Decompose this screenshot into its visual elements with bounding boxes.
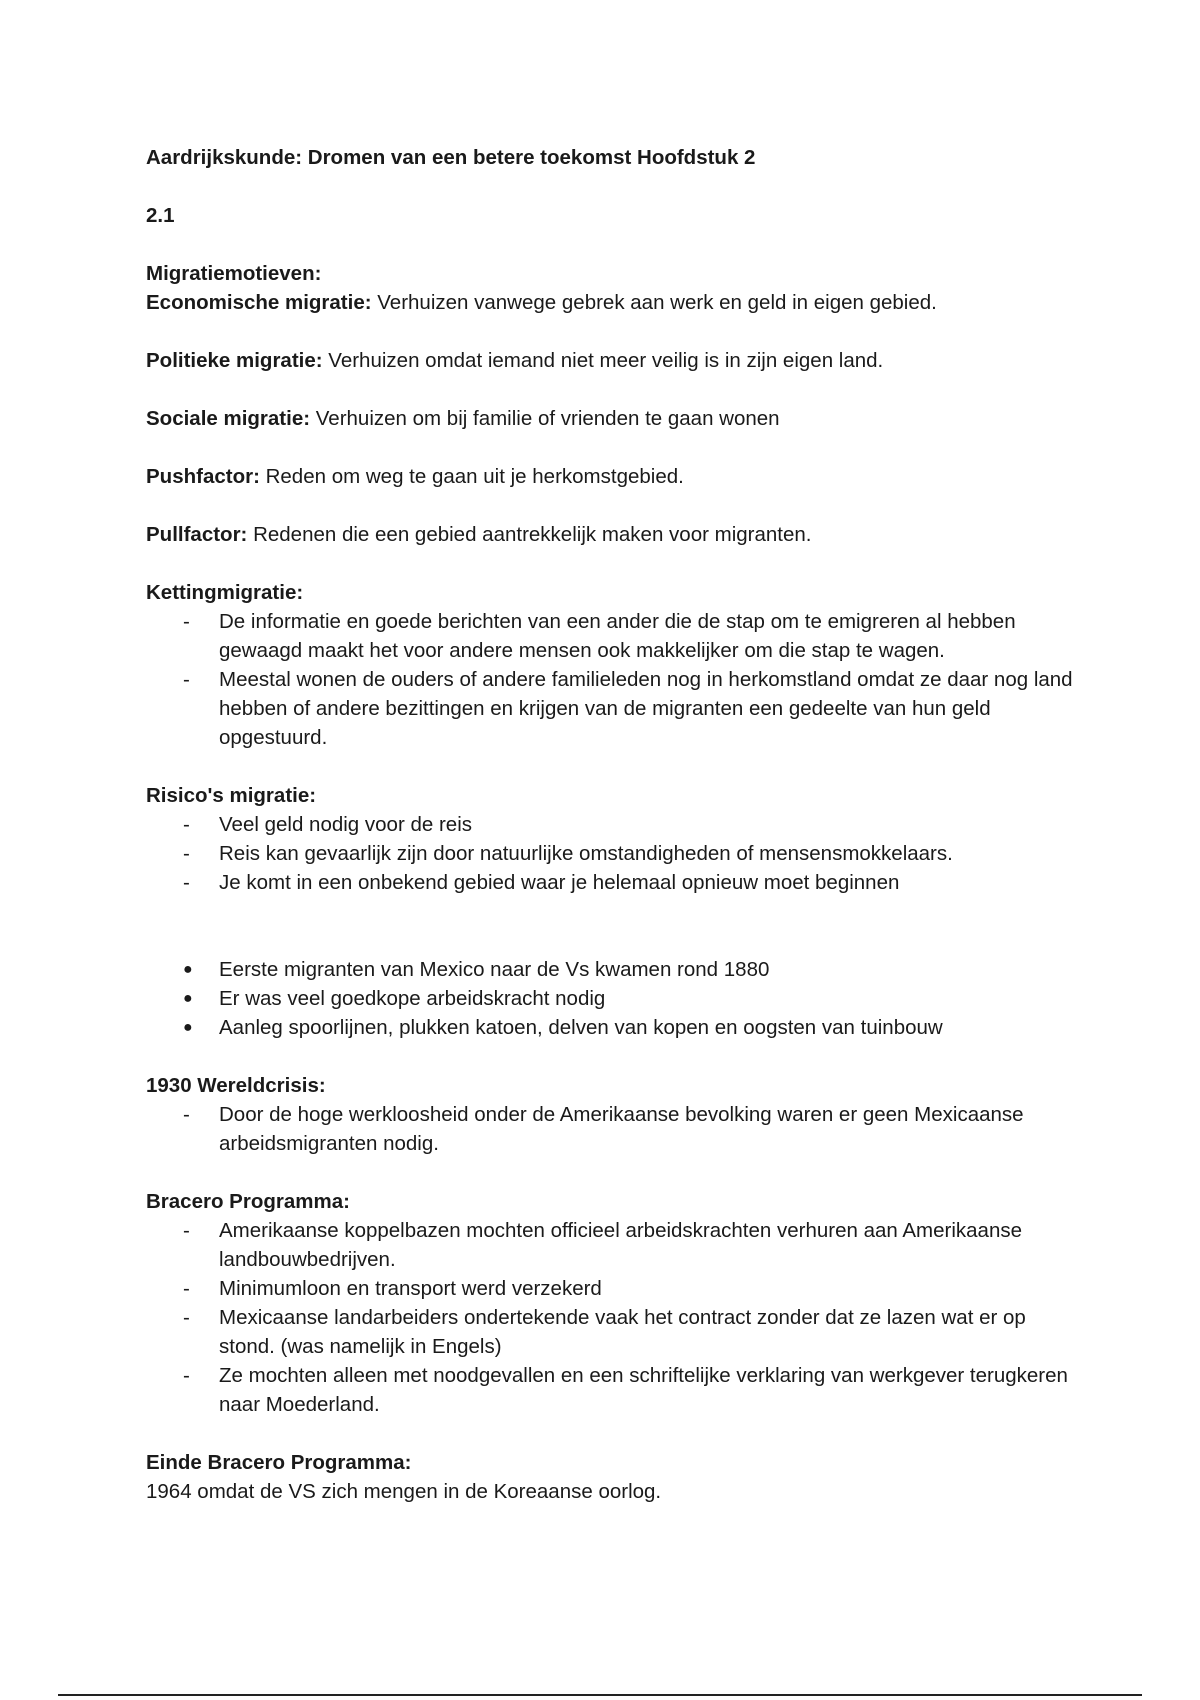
list-item-text: Veel geld nodig voor de reis [219,813,473,836]
list-item [146,1100,1076,1158]
world-crisis-list [146,1100,1076,1158]
social-migration-definition [146,404,1076,433]
dash-marker: - [183,1103,190,1126]
bullet-marker: ● [183,990,193,1007]
list-item [146,1303,1076,1361]
dash-marker: - [183,842,190,865]
list-item [146,810,1076,839]
list-item [146,1361,1076,1419]
list-item-text: Meestal wonen de ouders of andere familieleden nog in herkomstland omdat ze daar nog land hebben of andere bezittingen en krijgen van de migranten een gedeelte van hun geld opgestuurd. [219,668,1073,749]
pushfactor-definition [146,462,1076,491]
footer-divider [58,1694,1142,1696]
risks-list [146,810,1076,897]
bullet-marker: ● [183,961,193,978]
world-crisis-block [146,1071,1076,1158]
list-item [146,1216,1076,1274]
section-number: 2.1 [146,204,175,227]
pullfactor-definition [146,520,1076,549]
economic-migration-term: Economische migratie: [146,291,372,314]
spacer [146,926,1076,955]
pullfactor-text: Redenen die een gebied aantrekkelijk maken voor migranten. [247,523,812,546]
list-item [146,1274,1076,1303]
list-item-text: Mexicaanse landarbeiders ondertekende vaak het contract zonder dat ze lazen wat er op stond. (was namelijk in Engels) [219,1306,1026,1358]
document-title: Aardrijkskunde: Dromen van een betere toekomst Hoofdstuk 2 [146,146,756,169]
list-item-text: Minimumloon en transport werd verzekerd [219,1277,602,1300]
list-item-text: Door de hoge werkloosheid onder de Amerikaanse bevolking waren er geen Mexicaanse arbeidsmigranten nodig. [219,1103,1024,1155]
document-page [146,143,1076,1535]
bracero-end-heading: Einde Bracero Programma: [146,1451,412,1474]
bracero-heading: Bracero Programma: [146,1190,350,1213]
dash-marker: - [183,1364,190,1387]
risks-heading: Risico's migratie: [146,784,317,807]
mexico-migration-list [146,955,1076,1042]
list-item-text: Reis kan gevaarlijk zijn door natuurlijke omstandigheden of mensensmokkelaars. [219,842,953,865]
dash-marker: - [183,610,190,633]
political-migration-text: Verhuizen omdat iemand niet meer veilig is in zijn eigen land. [322,349,884,372]
list-item-text: Je komt in een onbekend gebied waar je helemaal opnieuw moet beginnen [219,871,900,894]
list-item [146,607,1076,665]
economic-migration-definition [146,288,1076,317]
world-crisis-heading: 1930 Wereldcrisis: [146,1074,326,1097]
chain-migration-heading: Kettingmigratie: [146,581,304,604]
list-item-text: Eerste migranten van Mexico naar de Vs kwamen rond 1880 [219,958,770,981]
bracero-end-block [146,1448,1076,1506]
social-migration-text: Verhuizen om bij familie of vrienden te gaan wonen [310,407,780,430]
pullfactor-term: Pullfactor: [146,523,248,546]
bullet-marker: ● [183,1019,193,1036]
migration-motives-heading: Migratiemotieven: [146,262,322,285]
bracero-list [146,1216,1076,1419]
list-item [146,984,1076,1013]
list-item-text: Ze mochten alleen met noodgevallen en een schriftelijke verklaring van werkgever terugkeren naar Moederland. [219,1364,1068,1416]
chain-migration-list [146,607,1076,752]
migration-motives-block [146,259,1076,317]
list-item [146,955,1076,984]
dash-marker: - [183,1277,190,1300]
political-migration-definition [146,346,1076,375]
list-item [146,868,1076,897]
bracero-block [146,1187,1076,1419]
pushfactor-term: Pushfactor: [146,465,260,488]
list-item-text: De informatie en goede berichten van een ander die de stap om te emigreren al hebben gewaagd maakt het voor andere mensen ook makkelijker om die stap te wagen. [219,610,1016,662]
dash-marker: - [183,1219,190,1242]
list-item-text: Er was veel goedkope arbeidskracht nodig [219,987,606,1010]
political-migration-term: Politieke migratie: [146,349,323,372]
list-item [146,1013,1076,1042]
list-item [146,839,1076,868]
economic-migration-text: Verhuizen vanwege gebrek aan werk en geld in eigen gebied. [371,291,937,314]
dash-marker: - [183,668,190,691]
chain-migration-block [146,578,1076,752]
dash-marker: - [183,871,190,894]
bracero-end-text: 1964 omdat de VS zich mengen in de Koreaanse oorlog. [146,1480,662,1503]
risks-block [146,781,1076,897]
list-item-text: Amerikaanse koppelbazen mochten officieel arbeidskrachten verhuren aan Amerikaanse landbouwbedrijven. [219,1219,1023,1271]
list-item [146,665,1076,752]
mexico-migration-block [146,955,1076,1042]
pushfactor-text: Reden om weg te gaan uit je herkomstgebied. [259,465,684,488]
list-item-text: Aanleg spoorlijnen, plukken katoen, delven van kopen en oogsten van tuinbouw [219,1016,943,1039]
social-migration-term: Sociale migratie: [146,407,311,430]
dash-marker: - [183,1306,190,1329]
dash-marker: - [183,813,190,836]
